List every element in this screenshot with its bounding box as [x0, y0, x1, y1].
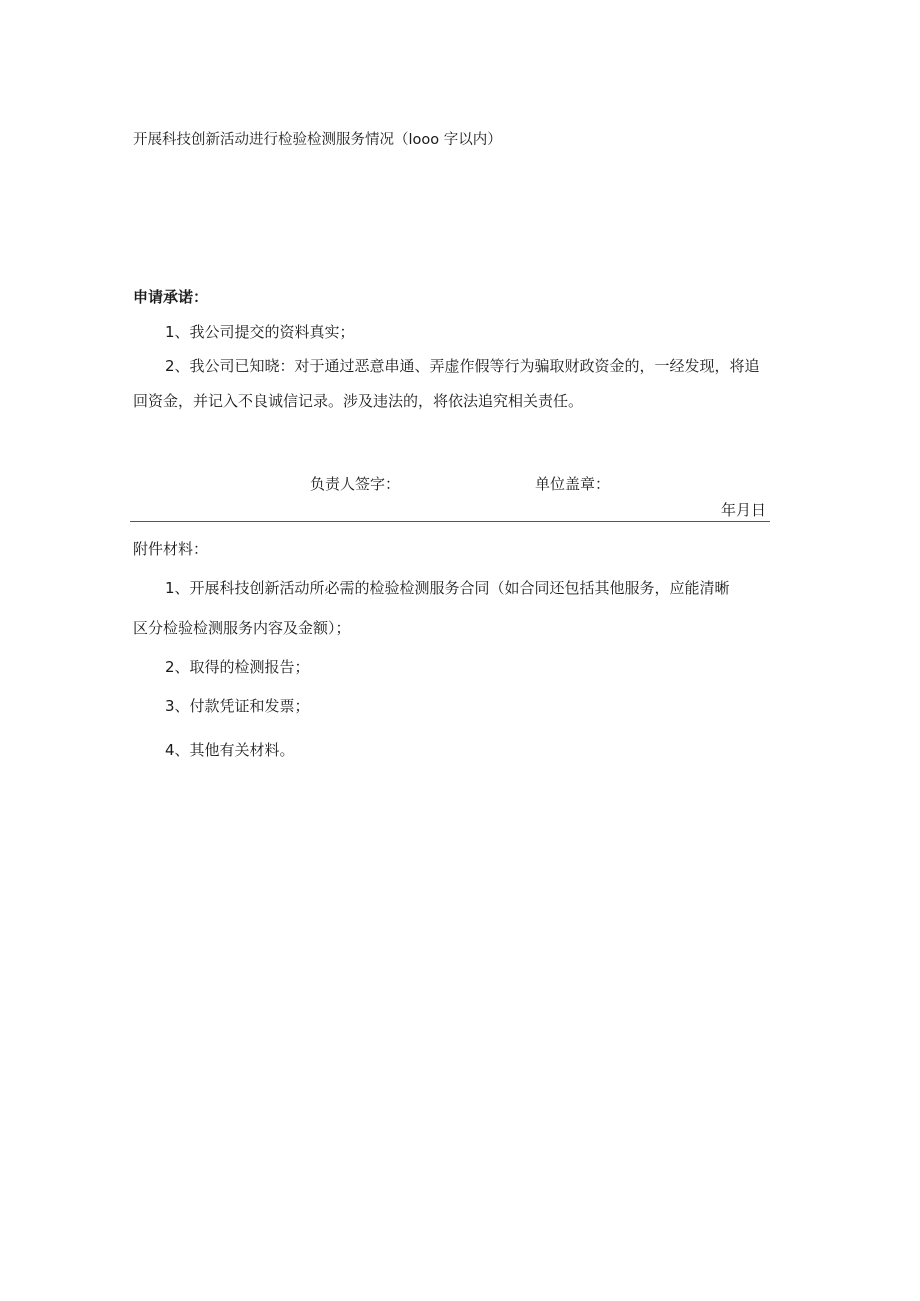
commitment-heading: 申请承诺：	[133, 288, 209, 306]
commitment-item-2-line-2: 回资金，并记入不良诚信记录。涉及违法的，将依法追究相关责任。	[133, 392, 584, 410]
service-section-heading: 开展科技创新活动进行检验检测服务情况（looo 字以内）	[133, 132, 502, 148]
attachment-item-1-line-2: 区分检验检测服务内容及金额）；	[133, 619, 351, 637]
person-signature-label: 负责人签字：	[310, 475, 401, 493]
attachment-item-2: 2、取得的检测报告；	[165, 658, 310, 676]
attachment-item-4: 4、其他有关材料。	[165, 741, 295, 759]
attachments-heading: 附件材料：	[133, 540, 209, 558]
signature-divider	[130, 521, 770, 522]
unit-seal-label: 单位盖章：	[535, 475, 611, 493]
commitment-item-2-line-1: 2、我公司已知晓：对于通过恶意串通、弄虚作假等行为骗取财政资金的，一经发现，将追	[165, 357, 760, 375]
commitment-item-1: 1、我公司提交的资料真实；	[165, 323, 355, 341]
attachment-item-1-line-1: 1、开展科技创新活动所必需的检验检测服务合同（如合同还包括其他服务，应能清晰	[165, 579, 730, 597]
date-label: 年月日	[721, 501, 767, 519]
attachment-item-3: 3、付款凭证和发票；	[165, 697, 310, 715]
